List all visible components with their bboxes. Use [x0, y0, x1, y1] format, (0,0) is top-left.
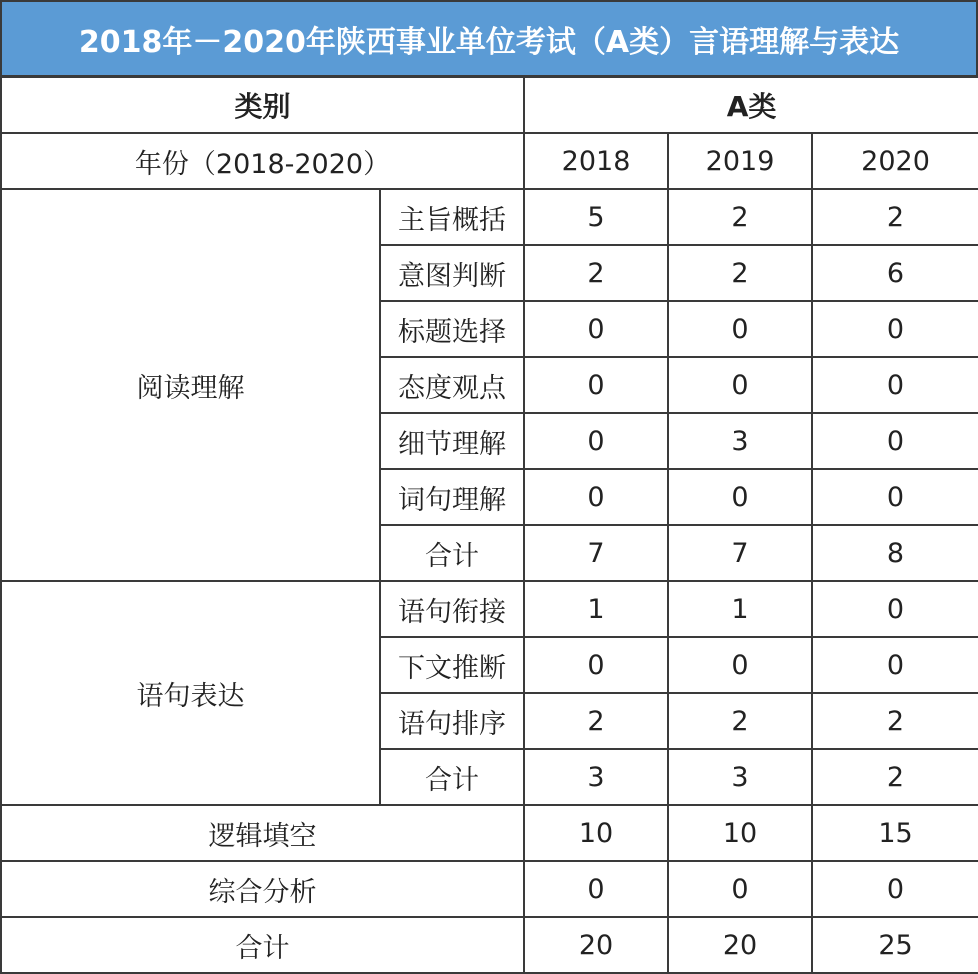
table-title: 2018年－2020年陕西事业单位考试（A类）言语理解与表达 [0, 0, 978, 77]
row-name: 语句排序 [380, 693, 524, 749]
row-name: 标题选择 [380, 301, 524, 357]
header-row [1, 77, 978, 133]
expression-group-label: 语句表达 [1, 581, 380, 805]
cell-value: 7 [668, 525, 812, 581]
cell-value: 0 [524, 413, 668, 469]
cell-value: 2 [668, 693, 812, 749]
row-name: 合计 [1, 917, 524, 973]
cell-value: 5 [524, 189, 668, 245]
cell-value: 0 [524, 301, 668, 357]
table-row [1, 917, 978, 973]
cell-value: 10 [668, 805, 812, 861]
cell-value: 0 [524, 357, 668, 413]
reading-group-label: 阅读理解 [1, 189, 380, 581]
cell-value: 8 [812, 525, 978, 581]
year-label: 年份（2018-2020） [1, 133, 524, 189]
cell-value: 0 [812, 637, 978, 693]
stats-table [0, 76, 978, 974]
year-2018: 2018 [524, 133, 668, 189]
cell-value: 0 [524, 861, 668, 917]
cell-value: 2 [668, 245, 812, 301]
table-row [1, 581, 978, 637]
cell-value: 20 [668, 917, 812, 973]
cell-value: 0 [812, 469, 978, 525]
cell-value: 1 [524, 581, 668, 637]
row-name: 合计 [380, 749, 524, 805]
cell-value: 6 [812, 245, 978, 301]
year-2020: 2020 [812, 133, 978, 189]
cell-value: 0 [524, 637, 668, 693]
cell-value: 25 [812, 917, 978, 973]
cell-value: 0 [668, 861, 812, 917]
row-name: 逻辑填空 [1, 805, 524, 861]
cell-value: 3 [524, 749, 668, 805]
cell-value: 0 [812, 581, 978, 637]
table-row [1, 805, 978, 861]
cell-value: 2 [668, 189, 812, 245]
cell-value: 20 [524, 917, 668, 973]
row-name: 词句理解 [380, 469, 524, 525]
class-header: A类 [524, 77, 978, 133]
year-2019: 2019 [668, 133, 812, 189]
cell-value: 10 [524, 805, 668, 861]
cell-value: 0 [812, 861, 978, 917]
cell-value: 2 [812, 189, 978, 245]
cell-value: 2 [524, 245, 668, 301]
cell-value: 0 [812, 357, 978, 413]
row-name: 综合分析 [1, 861, 524, 917]
table-row [1, 861, 978, 917]
cell-value: 3 [668, 413, 812, 469]
row-name: 意图判断 [380, 245, 524, 301]
cell-value: 3 [668, 749, 812, 805]
cell-value: 1 [668, 581, 812, 637]
cell-value: 0 [668, 301, 812, 357]
cell-value: 0 [668, 357, 812, 413]
category-header: 类别 [1, 77, 524, 133]
cell-value: 2 [812, 693, 978, 749]
row-name: 态度观点 [380, 357, 524, 413]
cell-value: 0 [812, 301, 978, 357]
row-name: 语句衔接 [380, 581, 524, 637]
cell-value: 7 [524, 525, 668, 581]
cell-value: 2 [524, 693, 668, 749]
year-row [1, 133, 978, 189]
table-row [1, 189, 978, 245]
cell-value: 15 [812, 805, 978, 861]
cell-value: 0 [524, 469, 668, 525]
row-name: 主旨概括 [380, 189, 524, 245]
row-name: 下文推断 [380, 637, 524, 693]
row-name: 合计 [380, 525, 524, 581]
cell-value: 2 [812, 749, 978, 805]
cell-value: 0 [668, 637, 812, 693]
row-name: 细节理解 [380, 413, 524, 469]
cell-value: 0 [668, 469, 812, 525]
cell-value: 0 [812, 413, 978, 469]
